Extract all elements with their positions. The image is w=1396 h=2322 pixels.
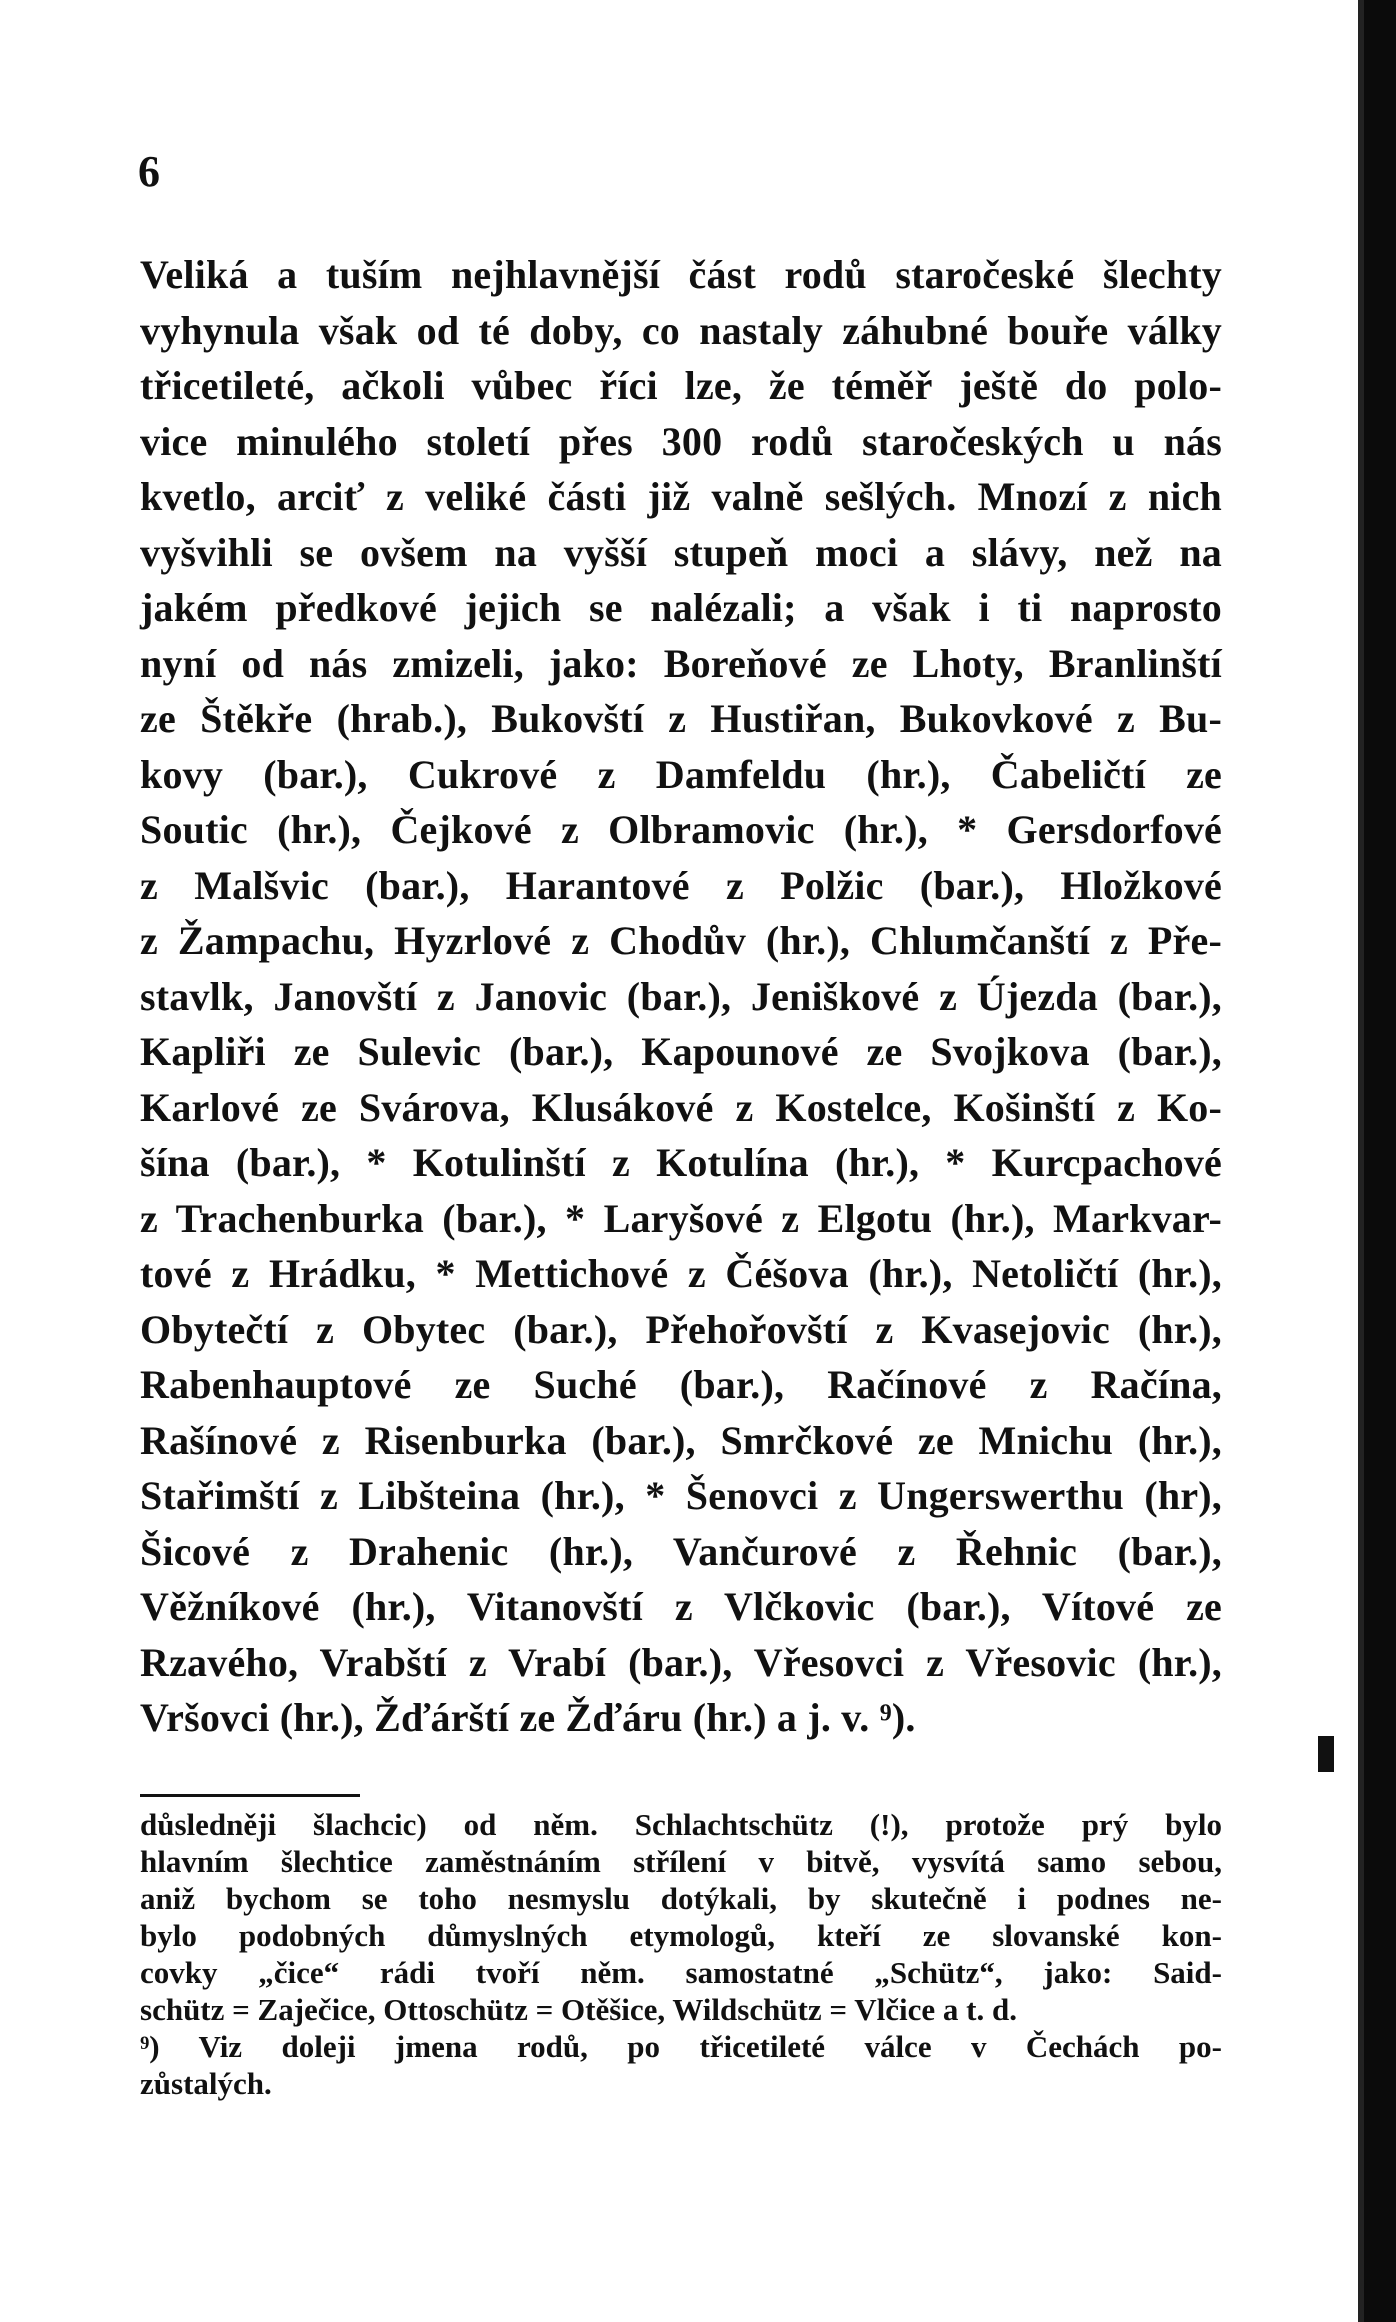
footnote-line: ⁹) Viz doleji jmena rodů, po třicetileté válce v Čechách po- (140, 2029, 1222, 2064)
text-line: Karlové ze Svárova, Klusákové z Kostelce, Košinští z Ko- (140, 1084, 1222, 1130)
text-line: Rabenhauptové ze Suché (bar.), Račínové z Račína, (140, 1362, 1222, 1407)
text-line: vyhynula však od té doby, co nastaly záhubné bouře války (140, 307, 1222, 353)
footnote-line: aniž bychom se toho nesmyslu dotýkali, by skutečně i podnes ne- (140, 1881, 1222, 1916)
text-line: Kapliři ze Sulevic (bar.), Kapounové ze Svojkova (bar.), (140, 1029, 1222, 1074)
text-line: Rzavého, Vrabští z Vrabí (bar.), Vřesovci z Vřesovic (hr.), (140, 1639, 1222, 1685)
main-text-block (140, 247, 1222, 1746)
footnote-divider (140, 1794, 360, 1797)
text-line: Stařimští z Libšteina (hr.), * Šenovci z Ungerswerthu (hr), (140, 1473, 1222, 1518)
text-line: ze Štěkře (hrab.), Bukovští z Hustiřan, Bukovkové z Bu- (140, 696, 1222, 741)
footnote-line: hlavním šlechtice zaměstnáním střílení v bitvě, vysvítá samo sebou, (140, 1844, 1222, 1879)
text-line: tové z Hrádku, * Mettichové z Čéšova (hr.), Netoličtí (hr.), (140, 1251, 1222, 1296)
text-line: jakém předkové jejich se nalézali; a však i ti naprosto (140, 585, 1222, 630)
text-line: Vršovci (hr.), Žďárští ze Žďáru (hr.) a j. v. ⁹). (140, 1695, 916, 1740)
footnote-line: bylo podobných důmyslných etymologů, kteří ze slovanské kon- (140, 1918, 1222, 1953)
text-line: stavlk, Janovští z Janovic (bar.), Jeniškové z Újezda (bar.), (140, 973, 1222, 1019)
text-line: z Trachenburka (bar.), * Laryšové z Elgotu (hr.), Markvar- (140, 1195, 1222, 1241)
scan-border (1364, 0, 1396, 2322)
text-line: Šicové z Drahenic (hr.), Vančurové z Řehnic (bar.), (140, 1528, 1222, 1574)
text-line: Věžníkové (hr.), Vitanovští z Vlčkovic (bar.), Vítové ze (140, 1584, 1222, 1629)
footnote-line: schütz = Zaječice, Ottoschütz = Otěšice, Wildschütz = Vlčice a t. d. (140, 1992, 1017, 2027)
text-line: Veliká a tuším nejhlavnější část rodů staročeské šlechty (140, 252, 1222, 297)
text-line: vice minulého století přes 300 rodů staročeských u nás (140, 418, 1222, 464)
text-line: šína (bar.), * Kotulinští z Kotulína (hr.), * Kurcpachové (140, 1140, 1222, 1185)
text-line: kvetlo, arciť z veliké části již valně sešlých. Mnozí z nich (140, 474, 1222, 519)
text-line: třicetileté, ačkoli vůbec říci lze, že téměř ještě do polo- (140, 363, 1222, 408)
page-number: 6 (138, 147, 160, 196)
footnote-line: zůstalých. (140, 2066, 272, 2101)
text-line: z Žampachu, Hyzrlové z Chodův (hr.), Chlumčanští z Pře- (140, 918, 1222, 963)
footnote-line: důsledněji šlachcic) od něm. Schlachtschütz (!), protože prý bylo (140, 1807, 1222, 1842)
text-line: Soutic (hr.), Čejkové z Olbramovic (hr.), * Gersdorfové (140, 807, 1222, 852)
text-line: vyšvihli se ovšem na vyšší stupeň moci a slávy, než na (140, 529, 1222, 575)
text-line: Obytečtí z Obytec (bar.), Přehořovští z Kvasejovic (hr.), (140, 1306, 1222, 1352)
footnotes-block (140, 1806, 1222, 2102)
text-line: z Malšvic (bar.), Harantové z Polžic (bar.), Hložkové (140, 862, 1222, 908)
text-line: kovy (bar.), Cukrové z Damfeldu (hr.), Čabeličtí ze (140, 751, 1222, 797)
footnote-line: covky „čice“ rádi tvoří něm. samostatné „Schütz“, jako: Said- (140, 1955, 1222, 1990)
text-line: nyní od nás zmizeli, jako: Boreňové ze Lhoty, Branlinští (140, 640, 1222, 686)
text-line: Rašínové z Risenburka (bar.), Smrčkové ze Mnichu (hr.), (140, 1417, 1222, 1463)
margin-mark (1318, 1736, 1334, 1772)
